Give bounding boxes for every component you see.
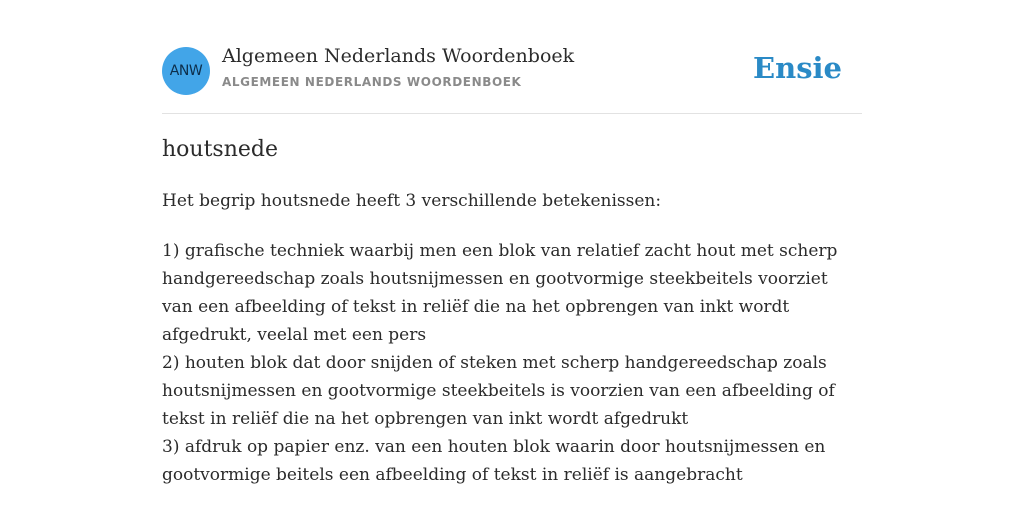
anw-logo-icon[interactable]: ANW <box>162 47 210 95</box>
source-subtitle: ALGEMEEN NEDERLANDS WOORDENBOEK <box>222 75 522 89</box>
definitions-list <box>162 237 862 489</box>
definition-item: 1) grafische techniek waarbij men een blok van relatief zacht hout met scherp handgereedschap zoals houtsnijmessen en gootvormige steekbeitels voorziet van een afbeelding of tekst in reliëf die na het opbrengen van inkt wordt afgedrukt, veelal met een pers <box>162 241 838 345</box>
definition-item: 2) houten blok dat door snijden of steken met scherp handgereedschap zoals houtsnijmessen en gootvormige steekbeitels is voorzien van een afbeelding of tekst in reliëf die na het opbrengen van inkt wordt afgedrukt <box>162 353 835 429</box>
content <box>162 0 862 485</box>
source-title[interactable]: Algemeen Nederlands Woordenboek <box>222 45 575 67</box>
definition-item: 3) afdruk op papier enz. van een houten blok waarin door houtsnijmessen en gootvormige beitels een afbeelding of tekst in reliëf is aangebracht <box>162 437 826 485</box>
entry-word: houtsnede <box>162 137 279 162</box>
header <box>162 0 862 114</box>
entry-intro: Het begrip houtsnede heeft 3 verschillende betekenissen: <box>162 191 662 211</box>
ensie-brand-link[interactable]: Ensie <box>753 51 842 85</box>
